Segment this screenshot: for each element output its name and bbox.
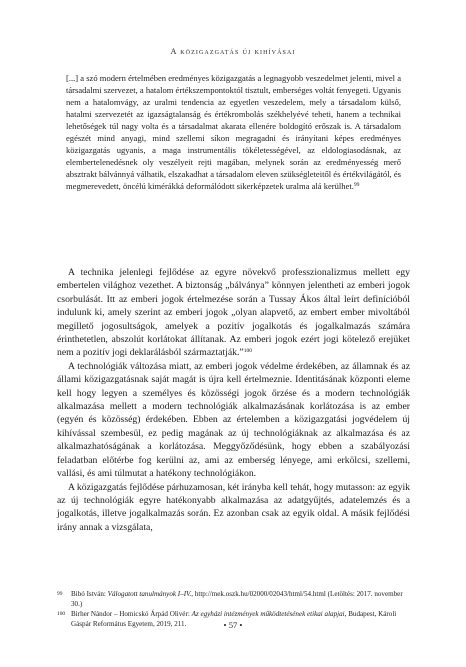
paragraph-text: A technika jelenlegi fejlődése az egyre növekvő professzionalizmus mellett egy embertelen világhoz vezethet. A biztonság „bálványa” könnyen jelentheti az emberi jogok csorbulását. Itt az emberi jogok értelmezése során a Tussay Ákos által leírt definícióból indulunk ki, amely szerint az emberi jogok „olyan alapvető, az embert ember mivoltából megillető jogosultságok, amelyek a pozitív jogalkotás és jogalkalmazás számára érinthetetlen, abszolút korlátokat állítanak. Az emberi jogok ezért jogi kötelező erejüket nem a pozitív jogi deklarálásból származtatják.” [57, 267, 410, 359]
footnote-99 [57, 590, 410, 609]
paragraph [57, 266, 410, 360]
footnote-author: Bibó István: [71, 590, 108, 598]
quote-text: [...] a szó modern értelmében eredményes közigazgatás a legnagyobb veszedelmet jelenti, mivel a társadalmi szervezet, a hatalom értékszempontoktól tisztult, emberséges voltát fenyegeti. Ugyanis nem a hatalomvágy, az uralmi tendencia az egyetlen veszedelem, mely a társadalom külső, hatalmi szervezetét az igazságtalanság és értékrombolás székhelyévé teheti, hanem a technikai lehetőségek túl nagy volta és a társadalmat akarata ellenére boldogító erőszak is. A társadalom egészét mind anyagi, mind szellemi síkon megragadni és irányítani képes eredményes közigazgatás ugyanis, a maga instrumentális tökéletességével, az eldologiasodásnak, az elembertelenedésnek oly veszélyeit rejti magában, melynek során az eredményesség merő absztrakt bálvánnyá válhatik, elszakadhat a társadalom eleven szükségleteitől és értékvilágától, és megmerevedett, öncélú kimérákká deformálódott sikerképzetek uralma alá kerülhet. [66, 73, 401, 192]
paragraph [57, 481, 410, 535]
footnote-source: , http://mek.oszk.hu/02000/02043/html/54.html (Letöltés: 2017. november 30.) [71, 590, 403, 608]
running-head: A közigazgatás új kihívásai [170, 47, 296, 56]
page-number: • 57 • [223, 620, 243, 630]
footnote-title: Válogatott tanulmányok I–IV. [107, 590, 192, 598]
footnote-number: 100 [57, 611, 66, 618]
body-text [57, 266, 410, 534]
footnote-title: Az egyházi intézmények működtetésének etikai alapjai [191, 610, 345, 619]
paragraph-text: A technológiák változása miatt, az emberi jogok védelme érdekében, az államnak és az állami közigazgatásnak saját magát is újra kell értelmeznie. Identitásának központi eleme kell hogy legyen a személyes és közösségi jogok őrzése és a modern technológiák alkalmazása mellett a modern technológiák alkalmazásának korlátozása is az ember (egyén és közösség) érdekében. Ebben az értelemben a közigazgatási jogvédelem új kihívással szembesül, ez pedig magának az új technológiáknak az alkalmazása és az alkalmazhatóságának a korlátozása. Meggyőződésünk, hogy ebben a szabályozási feladatban előtérbe fog kerülni az, ami az emberség lényege, ami erkölcsi, szellemi, vallási, és ami túlmutat a hatékony technológiákon. [57, 360, 410, 480]
footnote-number: 99 [57, 591, 63, 597]
footnote-author: Birher Nándor – Homicskó Árpád Olivér: [71, 610, 192, 619]
paragraph-text: A közigazgatás fejlődése párhuzamosan, két irányba kell tehát, hogy mutasson: az egyik az új technológiák egyre hatékonyabb alkalmazása az adatgyűjtés, adatelemzés és a jogalkotás, illetve jogalkalmazás során. Ez azonban csak az egyik oldal. A másik fejlődési irány annak a vizsgálata, [57, 481, 410, 533]
footnote-ref-99[interactable]: 99 [353, 182, 360, 189]
footnote-source: , Budapest, Károli Gáspár Református Egyetem, 2019, 211. [71, 610, 397, 628]
paragraph [57, 360, 410, 481]
quote-paragraph [66, 72, 401, 192]
block-quote [66, 72, 401, 192]
footnote-ref-100[interactable]: 100 [243, 348, 253, 355]
